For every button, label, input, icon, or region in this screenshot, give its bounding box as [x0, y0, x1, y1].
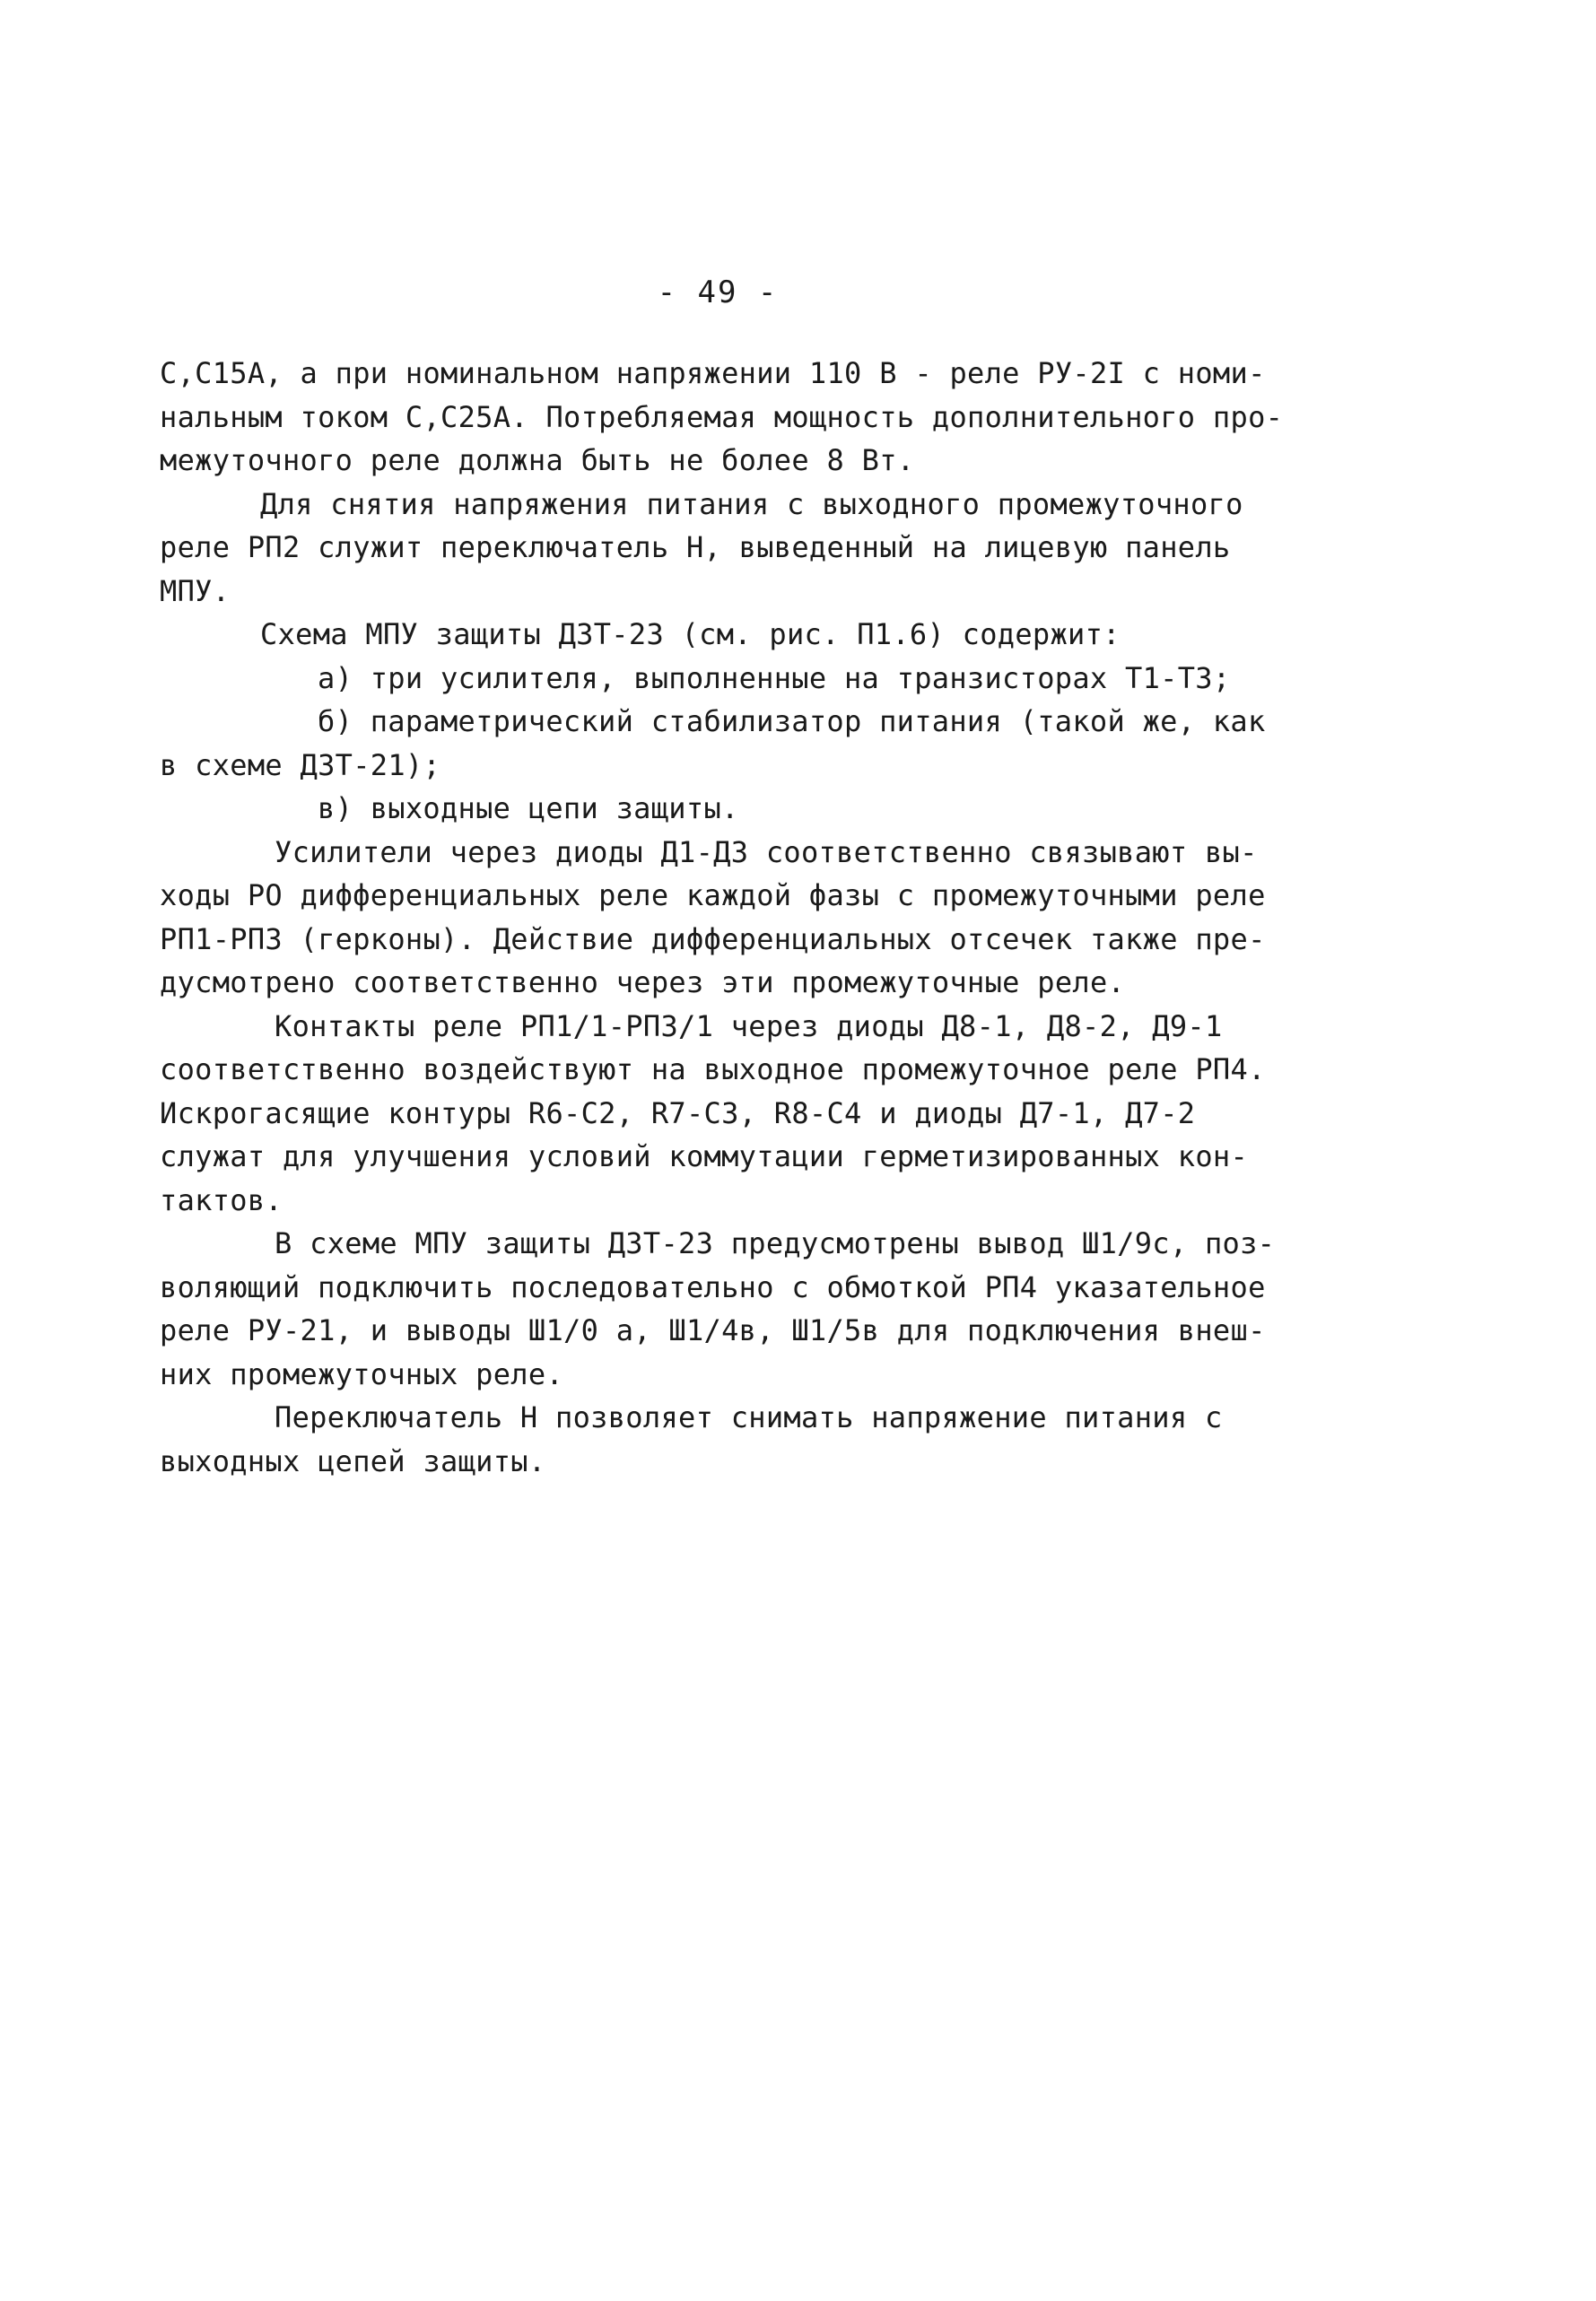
text-line: Контакты реле РП1/1-РП3/1 через диоды Д8-1, Д8-2, Д9-1 [275, 1008, 1223, 1043]
text-line: соответственно воздействуют на выходное промежуточное реле РП4. [160, 1052, 1266, 1086]
text-line: служат для улучшения условий коммутации герметизированных кон- [160, 1139, 1249, 1173]
body-text [160, 352, 1317, 1483]
text-line: дусмотрено соответственно через эти промежуточные реле. [160, 965, 1126, 999]
text-line: межуточного реле должна быть не более 8 Вт. [160, 443, 915, 477]
text-line: ходы РО дифференциальных реле каждой фазы с промежуточными реле [160, 878, 1266, 912]
text-line: Переключатель Н позволяет снимать напряжение питания с [275, 1400, 1223, 1434]
text-line: в) выходные цепи защиты. [318, 791, 739, 825]
text-line: реле РУ-21, и выводы Ш1/0 а, Ш1/4в, Ш1/5в для подключения внеш- [160, 1313, 1266, 1347]
text-line: тактов. [160, 1182, 283, 1217]
text-line: реле РП2 служит переключатель Н, выведенный на лицевую панель [160, 530, 1231, 564]
text-line: а) три усилителя, выполненные на транзисторах Т1-Т3; [318, 660, 1231, 695]
text-line: РП1-РП3 (герконы). Действие дифференциальных отсечек также пре- [160, 921, 1266, 956]
text-line: выходных цепей защиты. [160, 1443, 546, 1478]
text-line: нальным током C,C25A. Потребляемая мощность дополнительного про- [160, 399, 1284, 434]
text-line: воляющий подключить последовательно с обмоткой РП4 указательное [160, 1269, 1266, 1304]
text-line: Усилители через диоды Д1-Д3 соответственно связывают вы- [275, 834, 1258, 869]
text-line: б) параметрический стабилизатор питания (такой же, как [318, 704, 1266, 738]
text-line: Искрогасящие контуры R6-C2, R7-C3, R8-C4 и диоды Д7-1, Д7-2 [160, 1095, 1196, 1130]
text-line: МПУ. [160, 573, 231, 608]
text-line: них промежуточных реле. [160, 1356, 564, 1391]
page-number: - 49 - [657, 275, 779, 310]
text-line: C,C15A, а при номинальном напряжении 110 В - реле РУ-2I с номи- [160, 356, 1266, 390]
text-line: в схеме ДЗТ-21); [160, 747, 441, 782]
text-line: Схема МПУ защиты ДЗТ-23 (см. рис. П1.6) содержит: [260, 617, 1121, 651]
text-line: В схеме МПУ защиты ДЗТ-23 предусмотрены вывод Ш1/9с, поз- [275, 1226, 1276, 1260]
text-line: Для снятия напряжения питания с выходного промежуточного [260, 486, 1243, 521]
